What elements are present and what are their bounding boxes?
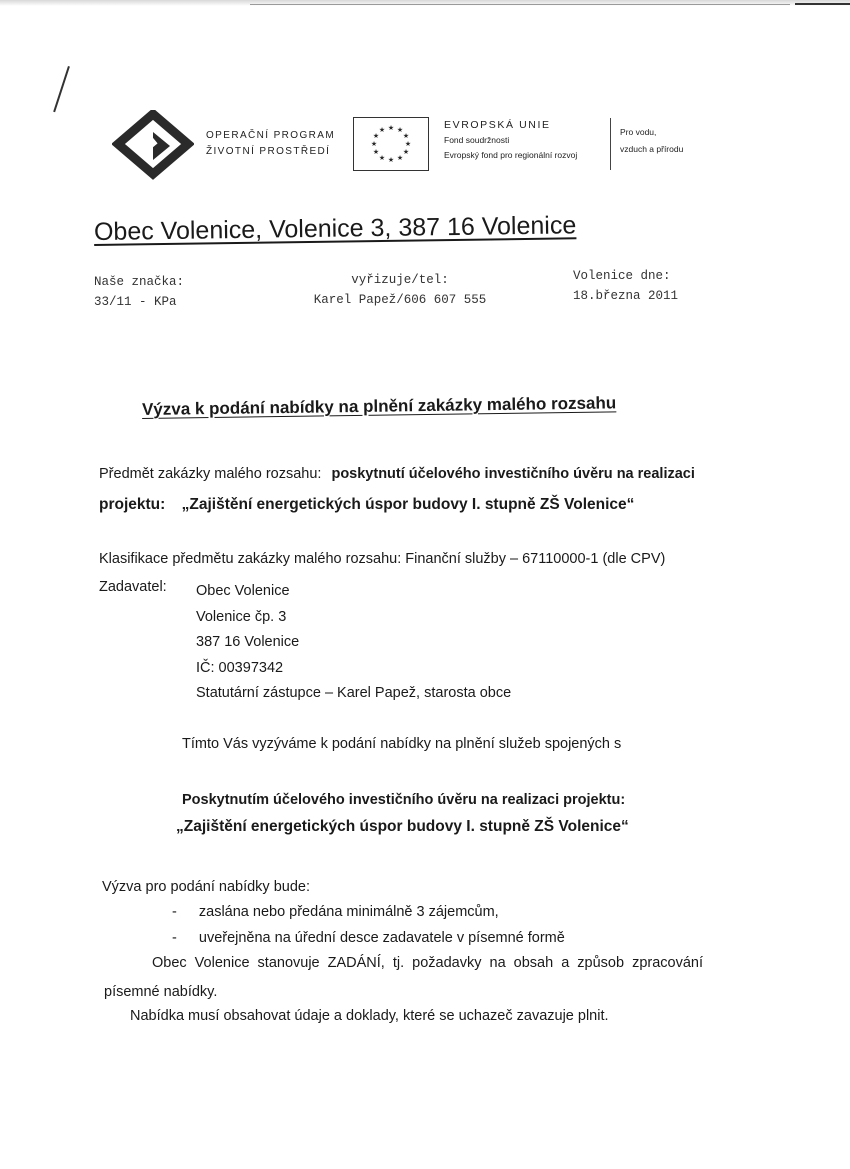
svg-text:★: ★ <box>402 132 410 140</box>
paragraph-2: Nabídka musí obsahovat údaje a doklady, které se uchazeč zavazuje plnit. <box>130 1008 609 1024</box>
letterhead-heading: Obec Volenice, Volenice 3, 387 16 Volenice <box>93 211 577 246</box>
contracting-line: 387 16 Volenice <box>196 634 300 650</box>
bullet-text: zaslána nebo předána minimálně 3 zájemcům, <box>198 904 499 920</box>
scan-top-rule-dark <box>795 3 850 5</box>
eu-funding-text <box>444 118 577 163</box>
svg-text:★: ★ <box>402 148 410 156</box>
contracting-label: Zadavatel: <box>99 579 167 595</box>
contracting-line: Obec Volenice <box>196 583 290 599</box>
subject-line-2 <box>99 496 634 514</box>
invitation-text: Tímto Vás vyzýváme k podání nabídky na plnění služeb spojených s <box>182 736 622 752</box>
subject-line-1 <box>99 466 695 482</box>
motto-line-2: vzduch a přírodu <box>620 144 684 154</box>
reference-value: 33/11 - KPa <box>94 295 177 309</box>
date-value: 18.března 2011 <box>573 289 679 303</box>
svg-text:★: ★ <box>372 148 380 156</box>
eu-line-2: Fond soudržnosti <box>444 135 510 145</box>
eu-line-3: Evropský fond pro regionální rozvoj <box>444 150 578 160</box>
eu-flag-icon <box>353 117 429 171</box>
op-line-1: OPERAČNÍ PROGRAM <box>206 130 336 141</box>
subject-label: Předmět zakázky malého rozsahu: <box>99 466 322 482</box>
document-title: Výzva k podání nabídky na plnění zakázky malého rozsahu <box>141 393 617 419</box>
paragraph-1-line-1: Obec Volenice stanovuje ZADÁNÍ, tj. požadavky na obsah a způsob zpracování <box>152 955 704 971</box>
op-zp-logo-icon <box>112 110 194 180</box>
contracting-details <box>196 579 511 707</box>
bullet-item <box>172 904 499 920</box>
op-program-name <box>206 128 335 160</box>
svg-text:★: ★ <box>396 154 404 162</box>
scan-top-edge <box>0 0 850 6</box>
motto <box>620 124 683 158</box>
motto-line-1: Pro vodu, <box>620 127 657 137</box>
paragraph-1-line-2: písemné nabídky. <box>104 984 218 1000</box>
contact-value: Karel Papež/606 607 555 <box>313 293 487 307</box>
scan-top-rule <box>250 4 790 5</box>
subject-value-1: poskytnutí účelového investičního úvěru na realizaci <box>331 466 695 482</box>
svg-text:★: ★ <box>378 126 386 134</box>
contracting-line: Statutární zástupce – Karel Papež, starosta obce <box>196 685 512 701</box>
contracting-line: Volenice čp. 3 <box>196 608 287 625</box>
svg-text:★: ★ <box>404 140 412 148</box>
svg-text:★: ★ <box>372 132 380 140</box>
contact-block <box>300 270 500 310</box>
bullet-item <box>172 930 565 946</box>
svg-text:★: ★ <box>387 124 395 132</box>
service-line-2: „Zajištění energetických úspor budovy I. stupně ZŠ Volenice“ <box>176 818 629 835</box>
bullet-text: uveřejněna na úřední desce zadavatele v písemné formě <box>198 930 565 946</box>
svg-text:★: ★ <box>378 154 386 162</box>
svg-text:★: ★ <box>387 156 395 164</box>
subject-label-2: projektu: <box>99 496 166 513</box>
pen-mark <box>53 66 70 112</box>
date-block <box>573 266 678 306</box>
svg-text:★: ★ <box>396 126 404 134</box>
subject-value-2: „Zajištění energetických úspor budovy I. stupně ZŠ Volenice“ <box>181 496 635 513</box>
reference-block <box>94 272 184 312</box>
op-line-2: ŽIVOTNÍ PROSTŘEDÍ <box>206 146 331 157</box>
contracting-line: IČ: 00397342 <box>196 659 284 676</box>
bullet-marker: - <box>172 904 177 920</box>
eu-line-1: EVROPSKÁ UNIE <box>444 119 551 131</box>
header-divider <box>610 118 611 170</box>
svg-text:★: ★ <box>370 140 378 148</box>
call-intro: Výzva pro podání nabídky bude: <box>102 879 310 895</box>
contact-label: vyřizuje/tel: <box>351 273 449 287</box>
service-line-1: Poskytnutím účelového investičního úvěru na realizaci projektu: <box>182 792 626 808</box>
bullet-marker: - <box>172 930 177 946</box>
reference-label: Naše značka: <box>94 275 185 289</box>
date-label: Volenice dne: <box>573 269 671 283</box>
classification: Klasifikace předmětu zakázky malého rozsahu: Finanční služby – 67110000-1 (dle CPV) <box>99 551 666 567</box>
